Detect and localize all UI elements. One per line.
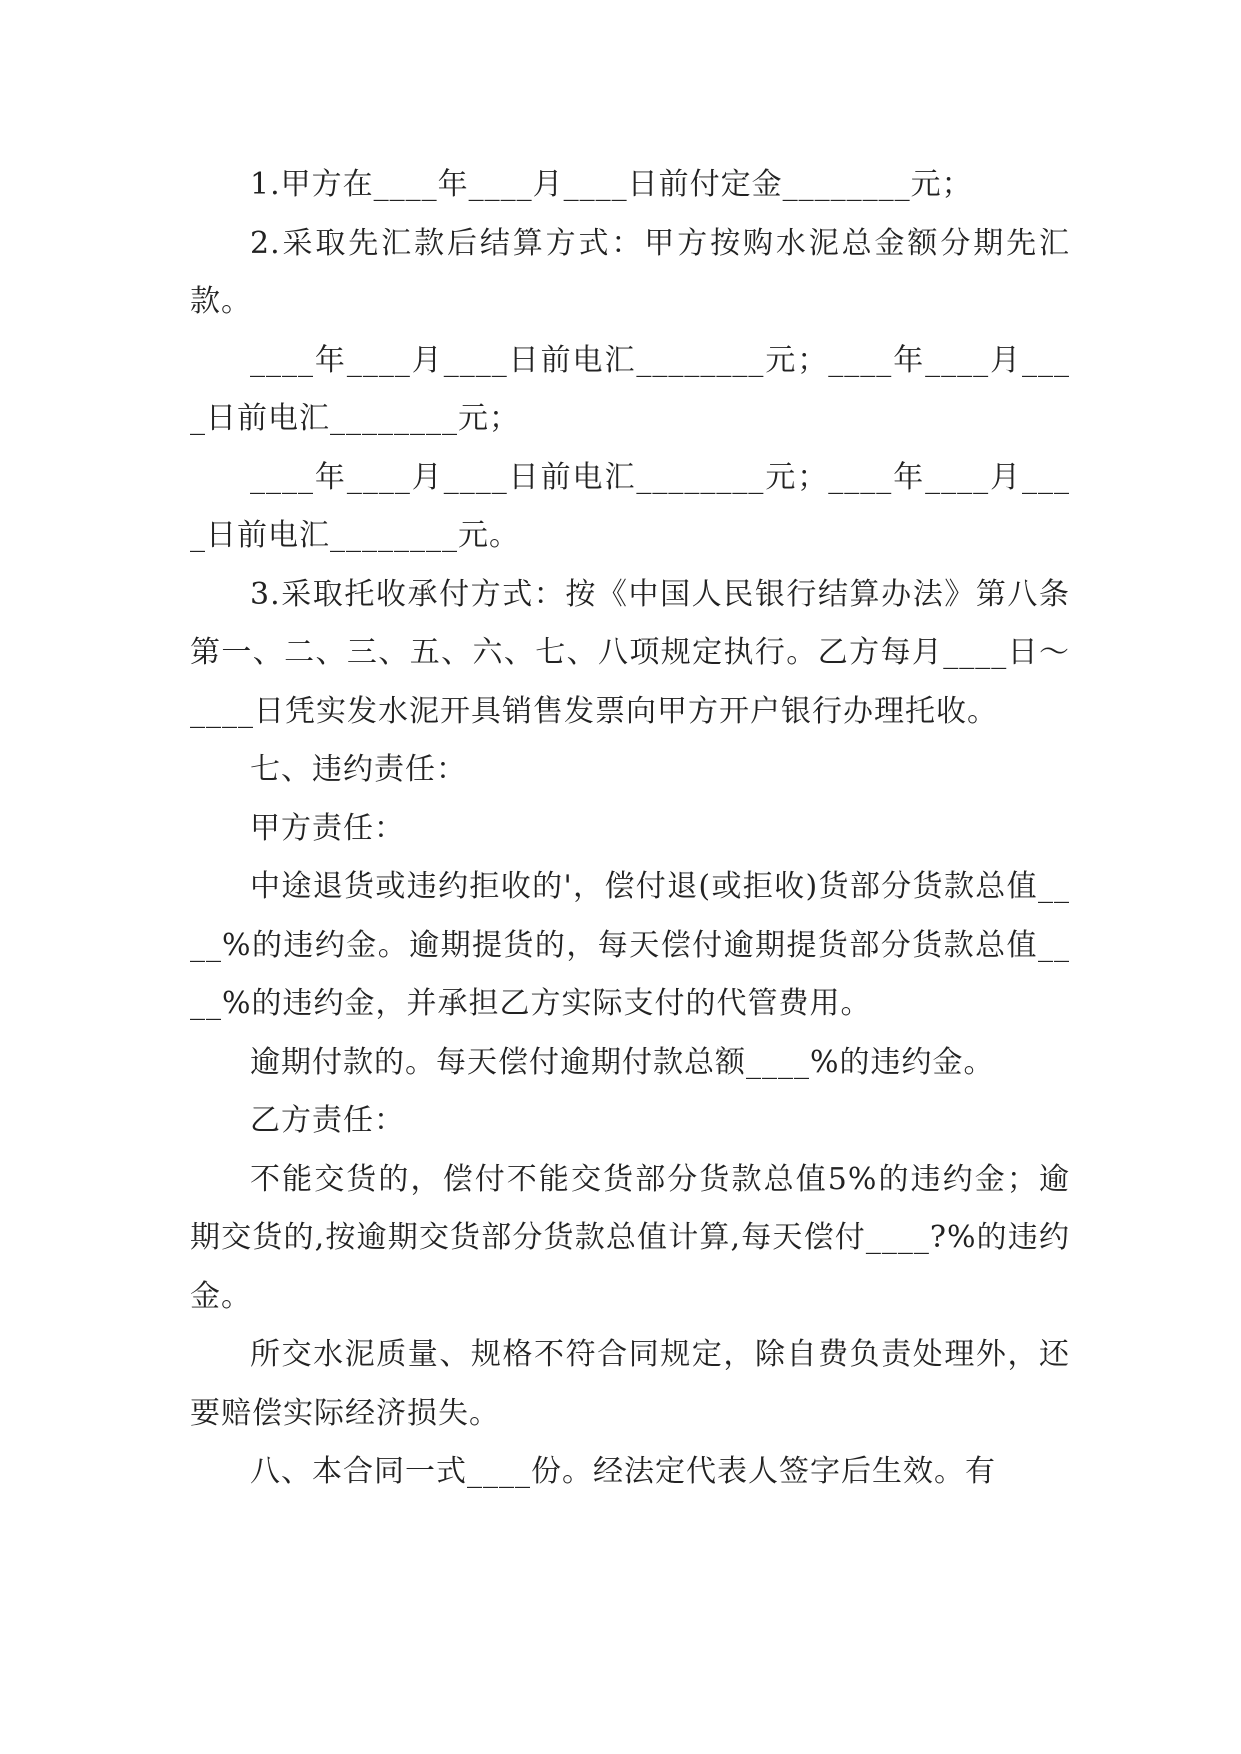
party-b-liability-heading: 乙方责任： xyxy=(250,1103,405,1138)
paragraph-return-penalty: 中途退货或违约拒收的'，偿付退(或拒收)货部分货款总值____%的违约金。逾期提货的，每天偿付逾期提货部分货款总值____%的违约金，并承担乙方实际支付的代管费用。 xyxy=(190,869,1070,1021)
paragraph-late-payment: 逾期付款的。每天偿付逾期付款总额____%的违约金。 xyxy=(250,1044,995,1080)
section-heading-liability: 七、违约责任： xyxy=(250,752,467,787)
paragraph-collection-method: 3.采取托收承付方式：按《中国人民银行结算办法》第八条第一、二、三、五、六、七、八项规定执行。乙方每月____日～____日凭实发水泥开具销售发票向甲方开户银行办理托收。 xyxy=(190,576,1070,729)
paragraph-wire-schedule-1: ____年____月____日前电汇________元；____年____月____日前电汇________元； xyxy=(190,342,1070,436)
paragraph-remit-then-settle: 2.采取先汇款后结算方式：甲方按购水泥总金额分期先汇款。 xyxy=(190,225,1070,319)
paragraph-copies-effective: 八、本合同一式____份。经法定代表人签字后生效。有 xyxy=(250,1454,996,1489)
paragraph-delivery-penalty: 不能交货的，偿付不能交货部分货款总值5%的违约金；逾期交货的,按逾期交货部分货款总值计算,每天偿付____?%的违约金。 xyxy=(190,1161,1070,1314)
paragraph-deposit: 1.甲方在____年____月____日前付定金________元； xyxy=(250,167,973,202)
document-body xyxy=(190,156,1070,1502)
paragraph-wire-schedule-2: ____年____月____日前电汇________元；____年____月____日前电汇________元。 xyxy=(190,459,1070,553)
party-a-liability-heading: 甲方责任： xyxy=(250,810,405,846)
paragraph-quality-compensation: 所交水泥质量、规格不符合同规定，除自费负责处理外，还要赔偿实际经济损失。 xyxy=(190,1337,1070,1431)
